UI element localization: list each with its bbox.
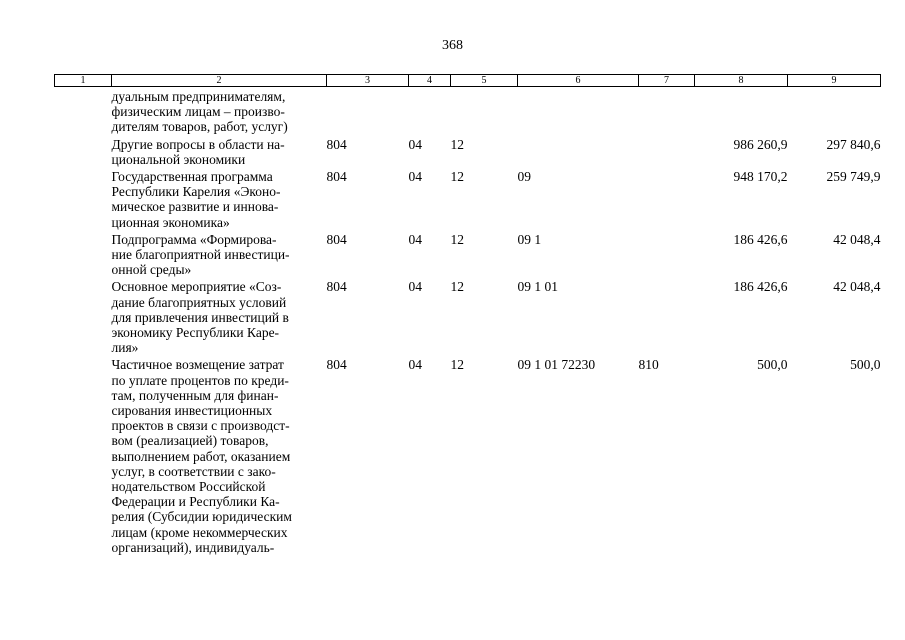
row-name-line: ние благоприятной инвестици- [111,247,290,263]
row-name-line: дуальным предпринимателям, [111,89,286,104]
table-row [55,135,881,167]
row-name-line: Подпрограмма «Формирова- [111,231,277,247]
table-row [55,230,881,278]
row-name-line: дание благоприятных условий [111,294,287,310]
section-code: 04 [408,169,422,185]
row-name [112,230,327,278]
row-name-line: нодательством Российской [111,479,266,495]
amount-year-1: 948 170,2 [733,169,788,185]
target-article-code [518,135,639,167]
col-1-cell [55,355,112,555]
target-article-code: 09 1 [517,231,542,247]
col-1-cell [55,230,112,278]
column-number: 5 [451,75,518,87]
row-name-line: Частичное возмещение затрат [111,357,284,373]
row-name-line: дителям товаров, работ, услуг) [111,119,288,135]
amount-year-2: 500,0 [850,357,881,373]
col-1-cell [55,167,112,230]
row-name-line: циональной экономики [111,151,246,167]
row-name-line: ционная экономика» [111,214,230,230]
subsection-code [451,87,518,135]
expense-type-code [639,277,695,355]
target-article-code: 09 [517,169,531,185]
row-name [112,355,327,555]
subsection-code: 12 [450,279,464,295]
row-name-line: экономику Республики Каре- [111,325,280,341]
table-row [55,87,881,135]
section-code: 04 [408,357,422,373]
column-number-row [55,75,881,87]
expense-type-code: 810 [638,357,659,373]
row-name-line: Основное мероприятие «Соз- [111,279,282,295]
amount-year-2: 42 048,4 [833,279,881,295]
row-name [112,135,327,167]
column-number: 1 [55,75,112,87]
row-name-line: вом (реализацией) товаров, [111,433,269,449]
col-1-cell [55,135,112,167]
column-number: 8 [695,75,788,87]
target-article-code: 09 1 01 [517,279,558,295]
expense-type-code [639,87,695,135]
row-name-line: Федерации и Республики Ка- [111,494,280,510]
row-name-line: там, полученным для финан- [111,387,279,403]
amount-year-2: 297 840,6 [826,136,881,152]
col-1-cell [55,277,112,355]
table-row [55,167,881,230]
amount-year-1: 500,0 [757,357,788,373]
page-number: 368 [442,38,463,53]
row-name-line: физическим лицам – произво- [111,104,285,120]
row-name-line: лия» [111,340,139,356]
ved-code: 804 [326,169,347,185]
ved-code: 804 [326,279,347,295]
row-name-line: сирования инвестиционных [111,403,273,419]
row-name-line: для привлечения инвестиций в [111,309,289,325]
amount-year-1: 186 426,6 [733,279,788,295]
col-1-cell [55,87,112,135]
budget-table [54,74,881,555]
amount-year-1: 186 426,6 [733,231,788,247]
row-name-line: мическое развитие и иннова- [111,199,279,215]
subsection-code: 12 [450,169,464,185]
table-row [55,277,881,355]
amount-year-2: 259 749,9 [826,169,881,185]
expense-type-code [639,230,695,278]
column-number: 4 [409,75,451,87]
row-name [112,167,327,230]
column-number: 7 [639,75,695,87]
row-name [112,87,327,135]
table-body [55,87,881,556]
row-name-line: лицам (кроме некоммерческих [111,524,288,540]
row-name-line: организаций), индивидуаль- [111,539,275,555]
row-name-line: услуг, в соответствии с зако- [111,463,276,479]
column-number: 6 [518,75,639,87]
target-article-code: 09 1 01 72230 [517,357,596,373]
column-number: 3 [327,75,409,87]
subsection-code: 12 [450,231,464,247]
expense-type-code [639,167,695,230]
section-code: 04 [408,279,422,295]
ved-code: 804 [326,231,347,247]
row-name [112,277,327,355]
row-name-line: проектов в связи с производст- [111,418,290,434]
section-code: 04 [408,231,422,247]
row-name-line: Другие вопросы в области на- [111,136,285,152]
subsection-code: 12 [450,136,464,152]
row-name-line: по уплате процентов по креди- [111,372,289,388]
section-code: 04 [408,136,422,152]
ved-code [327,87,409,135]
target-article-code [518,87,639,135]
ved-code: 804 [326,136,347,152]
table-row [55,355,881,555]
row-name-line: релия (Субсидии юридическим [111,509,292,525]
row-name-line: онной среды» [111,262,192,278]
row-name-line: выполнением работ, оказанием [111,448,291,464]
column-number: 9 [788,75,881,87]
amount-year-2 [788,87,881,135]
column-number: 2 [112,75,327,87]
row-name-line: Республики Карелия «Эконо- [111,184,281,200]
amount-year-1: 986 260,9 [733,136,788,152]
subsection-code: 12 [450,357,464,373]
row-name-line: Государственная программа [111,169,273,185]
amount-year-1 [695,87,788,135]
expense-type-code [639,135,695,167]
ved-code: 804 [326,357,347,373]
section-code [409,87,451,135]
amount-year-2: 42 048,4 [833,231,881,247]
